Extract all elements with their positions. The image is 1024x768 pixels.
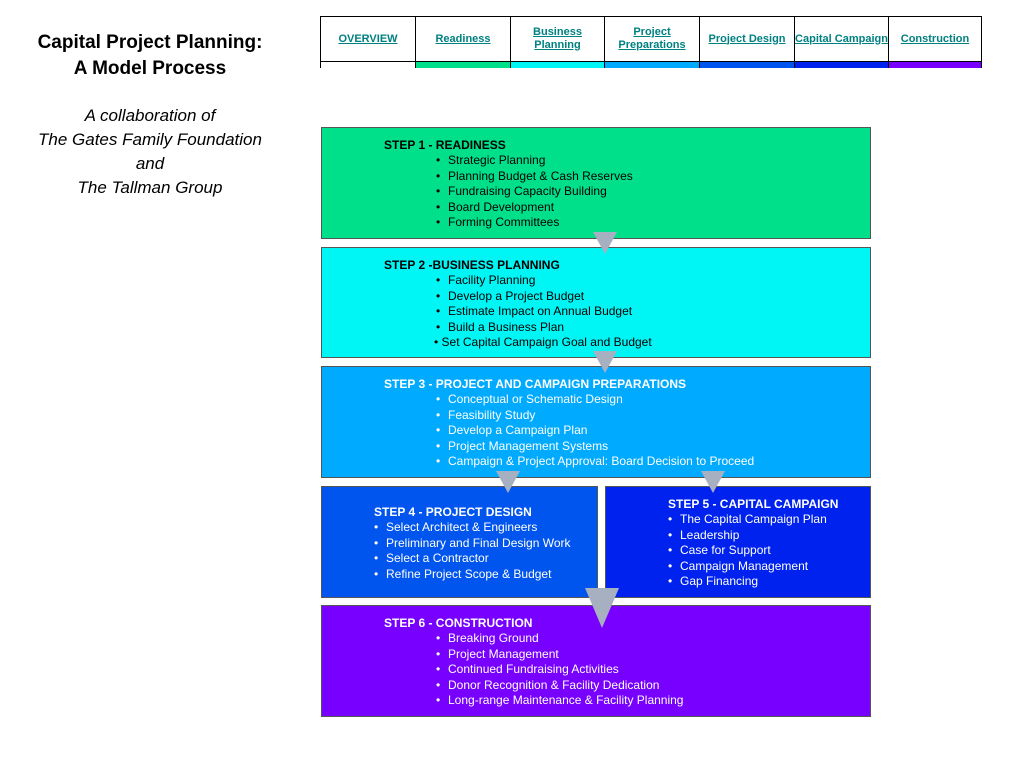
nav-link-project-design[interactable]: Project Design [700,17,795,61]
nav-color-bar-readiness [416,61,511,68]
flow-arrow-down-icon [585,588,619,628]
list-item: • Select a Contractor [374,551,489,566]
step-4-list [374,520,571,582]
nav-link-readiness[interactable]: Readiness [416,17,511,61]
nav-color-bar-capital-campaign [795,61,889,68]
list-item: • Forming Committees [436,215,560,230]
list-item: • Campaign & Project Approval: Board Decision to Proceed [436,454,755,469]
nav-link-construction[interactable]: Construction [900,32,970,45]
list-item: • Set Capital Campaign Goal and Budget [434,335,652,349]
conjunction: and [135,154,165,173]
step-3-box [321,366,871,478]
nav-color-bar-overview [321,61,416,68]
list-item: • Refine Project Scope & Budget [374,566,552,581]
list-item: • Board Development [436,199,555,214]
list-item: • Strategic Planning [436,153,546,168]
list-item: • Donor Recognition & Facility Dedication [436,677,660,692]
flow-arrow-down-icon [496,471,520,493]
nav-link-overview[interactable]: OVERVIEW [321,17,416,61]
list-item: • Planning Budget & Cash Reserves [436,168,633,183]
nav-color-bar-project-design [700,61,795,68]
step-4-box [321,486,598,598]
list-item: • Long-range Maintenance & Facility Planning [436,693,684,708]
nav-color-bar-business-planning [511,61,605,68]
nav-link-business-planning[interactable]: Business Planning [511,17,605,61]
step-6-list [436,631,684,708]
list-item: • Conceptual or Schematic Design [436,392,623,407]
list-item: • Continued Fundraising Activities [436,662,619,677]
step-1-list [436,153,633,230]
nav-link-capital-campaign[interactable]: Capital Campaign [795,17,889,61]
step-4-heading: STEP 4 - PROJECT DESIGN [374,505,532,519]
step-3-list [436,392,755,469]
step-1-heading: STEP 1 - READINESS [384,138,506,152]
flow-arrow-down-icon [593,351,617,373]
list-item: • Build a Business Plan [436,319,565,334]
step-5-box [605,486,871,598]
list-item: • The Capital Campaign Plan [668,512,827,527]
step-3-heading: STEP 3 - PROJECT AND CAMPAIGN PREPARATIONS [384,377,687,391]
list-item: • Facility Planning [436,273,536,288]
list-item: • Project Management Systems [436,438,609,453]
list-item: • Develop a Project Budget [436,288,585,303]
step-2-box [321,247,871,358]
list-item: • Select Architect & Engineers [374,520,538,535]
list-item: • Feasibility Study [436,407,536,422]
nav-link-project-preparations[interactable]: Project Preparations [605,17,700,61]
nav-table [320,16,982,68]
partner-name-2: The Tallman Group [77,178,223,197]
step-5-list [668,512,827,589]
list-item: • Leadership [668,527,740,542]
list-item: • Case for Support [668,543,771,558]
title-block [0,30,300,200]
list-item: • Project Management [436,646,559,661]
flow-arrow-down-icon [593,232,617,254]
page-subtitle: A Model Process [73,58,227,79]
list-item: • Preliminary and Final Design Work [374,535,571,550]
list-item: • Fundraising Capacity Building [436,184,607,199]
nav-color-bar-construction [889,61,981,68]
flow-arrow-down-icon [701,471,725,493]
list-item: • Gap Financing [668,574,759,589]
list-item: • Campaign Management [668,558,809,573]
step-1-box [321,127,871,239]
list-item: • Breaking Ground [436,631,539,646]
step-6-heading: STEP 6 - CONSTRUCTION [384,616,533,630]
nav-color-bar-project-preparations [605,61,700,68]
step-2-list [436,273,633,335]
step-2-heading: STEP 2 -BUSINESS PLANNING [384,258,560,272]
step-5-heading: STEP 5 - CAPITAL CAMPAIGN [668,497,839,511]
list-item: • Develop a Campaign Plan [436,423,588,438]
partner-name-1: The Gates Family Foundation [38,130,262,149]
collaboration-label: A collaboration of [84,106,216,125]
list-item: • Estimate Impact on Annual Budget [436,304,633,319]
page-title: Capital Project Planning: [37,32,263,53]
